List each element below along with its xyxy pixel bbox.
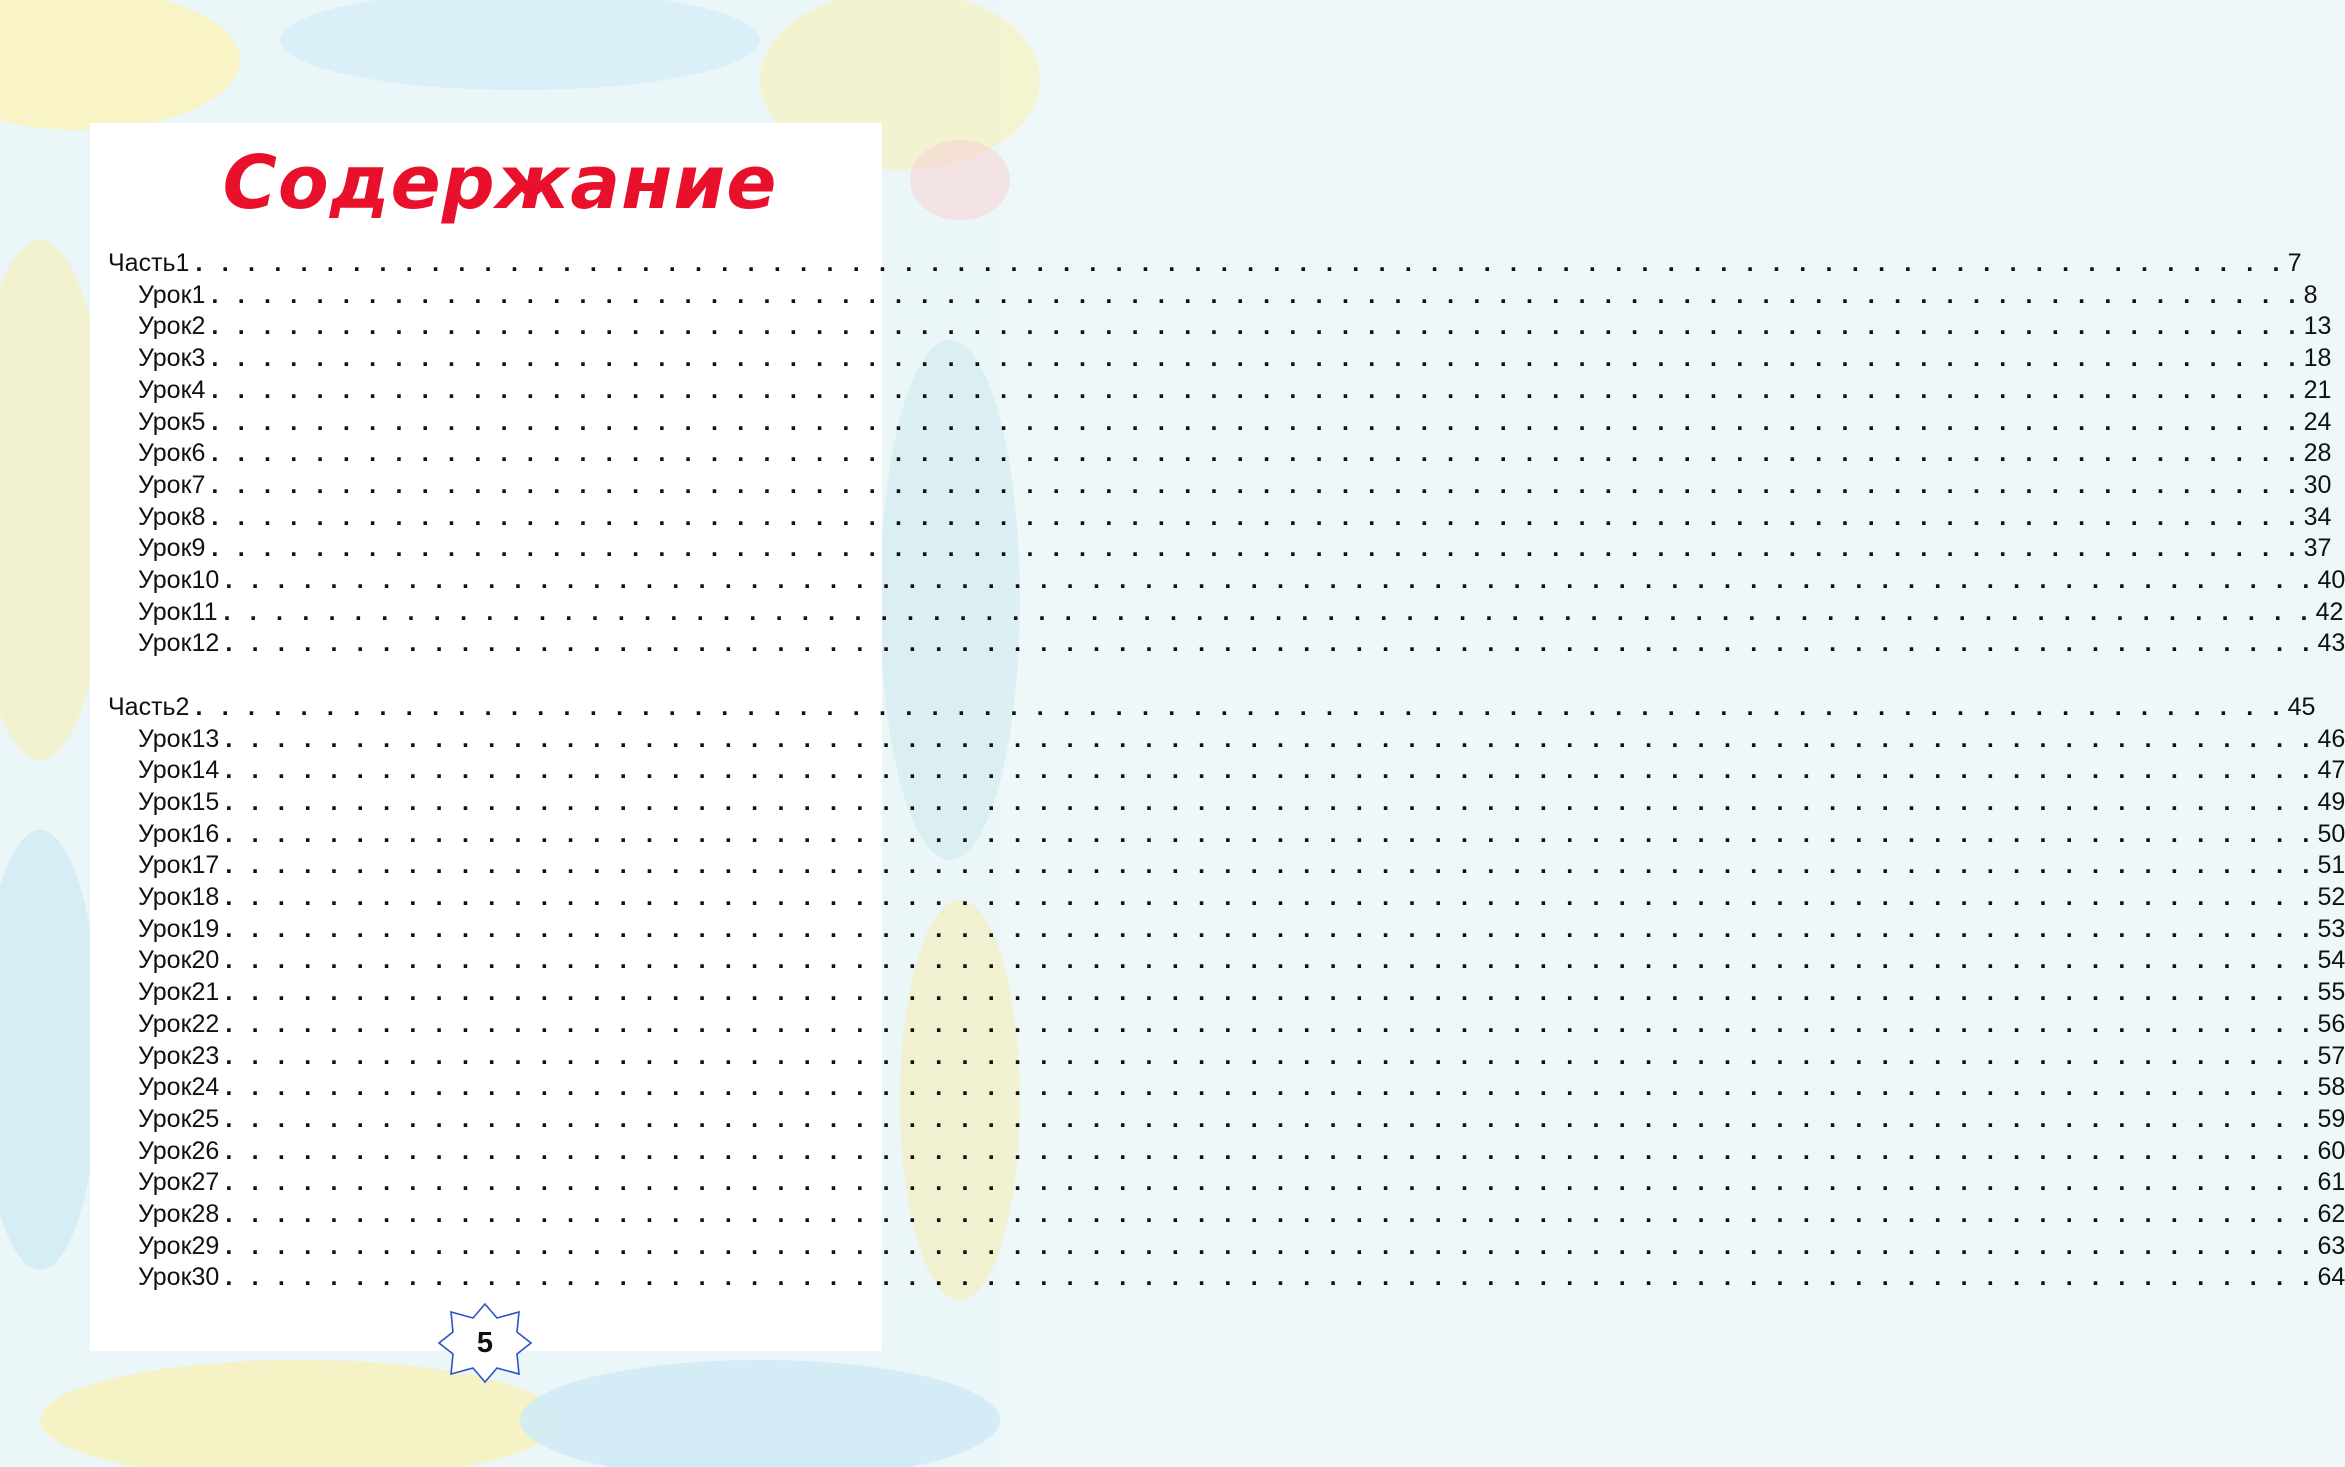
part-number: 2 <box>175 692 190 721</box>
lesson-number: 27 <box>191 1168 220 1197</box>
lesson-label: Урок <box>138 1009 192 1038</box>
lesson-label: Урок <box>138 819 192 848</box>
lesson-number: 22 <box>191 1009 220 1038</box>
leader-dots: . . . . . . . . . . . . . . . . . . . . . . . . . . . . . . . . . . . . . . . . . . . . . . . . . . . . . . . . . . . . . . . . . . . . . . . . . . . . . . . . <box>225 883 2316 911</box>
page-ref: 47 <box>2317 756 2345 785</box>
page-ref: 50 <box>2317 819 2345 848</box>
lesson-number: 9 <box>191 534 206 563</box>
page-ref: 62 <box>2317 1200 2345 1228</box>
toc-lesson-row <box>138 502 2332 535</box>
lesson-number: 23 <box>191 1041 220 1070</box>
leader-dots: . . . . . . . . . . . . . . . . . . . . . . . . . . . . . . . . . . . . . . . . . . . . . . . . . . . . . . . . . . . . . . . . . . . . . . . . . . . . . . . . <box>211 280 2302 309</box>
leader-dots: . . . . . . . . . . . . . . . . . . . . . . . . . . . . . . . . . . . . . . . . . . . . . . . . . . . . . . . . . . . . . . . . . . . . . . . . . . . . . . . . <box>211 534 2302 563</box>
lesson-number: 10 <box>191 566 220 594</box>
page-ref: 24 <box>2303 407 2332 436</box>
leader-dots: . . . . . . . . . . . . . . . . . . . . . . . . . . . . . . . . . . . . . . . . . . . . . . . . . . . . . . . . . . . . . . . . . . . . . . . . . . . . . . . . <box>195 249 2286 277</box>
leader-dots: . . . . . . . . . . . . . . . . . . . . . . . . . . . . . . . . . . . . . . . . . . . . . . . . . . . . . . . . . . . . . . . . . . . . . . . . . . . . . . . . <box>211 502 2302 531</box>
leader-dots: . . . . . . . . . . . . . . . . . . . . . . . . . . . . . . . . . . . . . . . . . . . . . . . . . . . . . . . . . . . . . . . . . . . . . . . . . . . . . . . . <box>225 1200 2316 1228</box>
leader-dots: . . . . . . . . . . . . . . . . . . . . . . . . . . . . . . . . . . . . . . . . . . . . . . . . . . . . . . . . . . . . . . . . . . . . . . . . . . . . . . . . <box>225 1073 2316 1102</box>
page-ref: 21 <box>2303 375 2332 404</box>
page-ref: 55 <box>2317 978 2345 1007</box>
toc-lesson-row <box>138 1073 2345 1105</box>
lesson-label: Урок <box>138 629 192 658</box>
page-ref: 54 <box>2317 946 2345 975</box>
lesson-number: 21 <box>191 978 220 1007</box>
page-ref: 18 <box>2303 344 2332 373</box>
leader-dots: . . . . . . . . . . . . . . . . . . . . . . . . . . . . . . . . . . . . . . . . . . . . . . . . . . . . . . . . . . . . . . . . . . . . . . . . . . . . . . . . <box>225 978 2316 1007</box>
lesson-number: 19 <box>191 914 220 943</box>
lesson-label: Урок <box>138 946 192 975</box>
page-ref: 49 <box>2317 787 2345 816</box>
part-label: Часть <box>108 249 176 277</box>
lesson-label: Урок <box>138 1263 192 1292</box>
lesson-label: Урок <box>138 914 192 943</box>
lesson-number: 17 <box>191 851 220 880</box>
page-ref: 53 <box>2317 914 2345 943</box>
toc-lesson-row <box>138 312 2332 344</box>
toc-lesson-row <box>138 756 2345 788</box>
page-ref: 46 <box>2317 724 2345 753</box>
leader-dots: . . . . . . . . . . . . . . . . . . . . . . . . . . . . . . . . . . . . . . . . . . . . . . . . . . . . . . . . . . . . . . . . . . . . . . . . . . . . . . . . <box>225 724 2316 753</box>
page-ref: 45 <box>2287 692 2316 721</box>
leader-dots: . . . . . . . . . . . . . . . . . . . . . . . . . . . . . . . . . . . . . . . . . . . . . . . . . . . . . . . . . . . . . . . . . . . . . . . . . . . . . . . . <box>225 1168 2316 1197</box>
lesson-number: 4 <box>191 375 206 404</box>
lesson-number: 29 <box>191 1231 220 1260</box>
lesson-number: 7 <box>191 470 206 499</box>
lesson-label: Урок <box>138 787 192 816</box>
lesson-number: 26 <box>191 1136 220 1165</box>
leader-dots: . . . . . . . . . . . . . . . . . . . . . . . . . . . . . . . . . . . . . . . . . . . . . . . . . . . . . . . . . . . . . . . . . . . . . . . . . . . . . . . . <box>211 470 2302 499</box>
lesson-label: Урок <box>138 1168 192 1197</box>
page-ref: 64 <box>2317 1263 2345 1292</box>
toc-lesson-row <box>138 1009 2345 1042</box>
leader-dots: . . . . . . . . . . . . . . . . . . . . . . . . . . . . . . . . . . . . . . . . . . . . . . . . . . . . . . . . . . . . . . . . . . . . . . . . . . . . . . . . <box>225 1263 2316 1292</box>
toc-lesson-row <box>138 280 2318 313</box>
toc-lesson-row <box>138 1200 2345 1232</box>
lesson-label: Урок <box>138 1231 192 1260</box>
toc-part-row <box>108 692 2316 725</box>
lesson-label: Урок <box>138 1136 192 1165</box>
toc-lesson-row <box>138 439 2332 471</box>
lesson-label: Урок <box>138 756 192 785</box>
page-ref: 43 <box>2317 629 2345 658</box>
part-label: Часть <box>108 692 176 721</box>
lesson-label: Урок <box>138 280 192 309</box>
lesson-number: 14 <box>191 756 220 785</box>
leader-dots: . . . . . . . . . . . . . . . . . . . . . . . . . . . . . . . . . . . . . . . . . . . . . . . . . . . . . . . . . . . . . . . . . . . . . . . . . . . . . . . . <box>225 1231 2316 1260</box>
leader-dots: . . . . . . . . . . . . . . . . . . . . . . . . . . . . . . . . . . . . . . . . . . . . . . . . . . . . . . . . . . . . . . . . . . . . . . . . . . . . . . . . <box>225 914 2316 943</box>
page-ref: 13 <box>2303 312 2332 341</box>
lesson-label: Урок <box>138 1041 192 1070</box>
lesson-label: Урок <box>138 407 192 436</box>
lesson-label: Урок <box>138 978 192 1007</box>
lesson-label: Урок <box>138 1200 192 1228</box>
toc-part-row <box>108 249 2302 281</box>
lesson-label: Урок <box>138 534 192 563</box>
lesson-label: Урок <box>138 724 192 753</box>
lesson-number: 11 <box>191 597 218 626</box>
lesson-number: 2 <box>191 312 206 341</box>
lesson-label: Урок <box>138 344 192 373</box>
lesson-number: 13 <box>191 724 220 753</box>
toc-lesson-row <box>138 1136 2345 1169</box>
page-ref: 8 <box>2303 280 2318 309</box>
lesson-number: 1 <box>191 280 206 309</box>
lesson-number: 30 <box>191 1263 220 1292</box>
leader-dots: . . . . . . . . . . . . . . . . . . . . . . . . . . . . . . . . . . . . . . . . . . . . . . . . . . . . . . . . . . . . . . . . . . . . . . . . . . . . . . . . <box>225 946 2316 975</box>
leader-dots: . . . . . . . . . . . . . . . . . . . . . . . . . . . . . . . . . . . . . . . . . . . . . . . . . . . . . . . . . . . . . . . . . . . . . . . . . . . . . . . . <box>225 566 2316 594</box>
lesson-number: 16 <box>191 819 220 848</box>
lesson-label: Урок <box>138 502 192 531</box>
leader-dots: . . . . . . . . . . . . . . . . . . . . . . . . . . . . . . . . . . . . . . . . . . . . . . . . . . . . . . . . . . . . . . . . . . . . . . . . . . . . . . . . <box>225 819 2316 848</box>
leader-dots: . . . . . . . . . . . . . . . . . . . . . . . . . . . . . . . . . . . . . . . . . . . . . . . . . . . . . . . . . . . . . . . . . . . . . . . . . . . . . . . . <box>225 851 2316 880</box>
leader-dots: . . . . . . . . . . . . . . . . . . . . . . . . . . . . . . . . . . . . . . . . . . . . . . . . . . . . . . . . . . . . . . . . . . . . . . . . . . . . . . . . <box>211 375 2302 404</box>
toc-lesson-row <box>138 787 2345 820</box>
leader-dots: . . . . . . . . . . . . . . . . . . . . . . . . . . . . . . . . . . . . . . . . . . . . . . . . . . . . . . . . . . . . . . . . . . . . . . . . . . . . . . . . <box>211 344 2302 373</box>
leader-dots: . . . . . . . . . . . . . . . . . . . . . . . . . . . . . . . . . . . . . . . . . . . . . . . . . . . . . . . . . . . . . . . . . . . . . . . . . . . . . . . . <box>225 1104 2316 1133</box>
page-ref: 59 <box>2317 1104 2345 1133</box>
lesson-number: 24 <box>191 1073 220 1102</box>
leader-dots: . . . . . . . . . . . . . . . . . . . . . . . . . . . . . . . . . . . . . . . . . . . . . . . . . . . . . . . . . . . . . . . . . . . . . . . . . . . . . . . . <box>211 312 2302 341</box>
lesson-label: Урок <box>138 312 192 341</box>
page-ref: 30 <box>2303 470 2332 499</box>
leader-dots: . . . . . . . . . . . . . . . . . . . . . . . . . . . . . . . . . . . . . . . . . . . . . . . . . . . . . . . . . . . . . . . . . . . . . . . . . . . . . . . . <box>211 439 2302 468</box>
page-ref: 7 <box>2287 249 2302 277</box>
lesson-number: 18 <box>191 883 220 911</box>
leader-dots: . . . . . . . . . . . . . . . . . . . . . . . . . . . . . . . . . . . . . . . . . . . . . . . . . . . . . . . . . . . . . . . . . . . . . . . . . . . . . . . . <box>195 692 2286 721</box>
lesson-label: Урок <box>138 375 192 404</box>
page-ref: 40 <box>2317 566 2345 594</box>
lesson-label: Урок <box>138 851 192 880</box>
lesson-number: 3 <box>191 344 206 373</box>
lesson-label: Урок <box>138 470 192 499</box>
lesson-number: 20 <box>191 946 220 975</box>
page-number: 5 <box>476 1327 494 1359</box>
toc-lesson-row <box>138 946 2345 978</box>
toc-lesson-row <box>138 851 2345 883</box>
lesson-label: Урок <box>138 1104 192 1133</box>
toc-lesson-row <box>138 883 2345 915</box>
leader-dots: . . . . . . . . . . . . . . . . . . . . . . . . . . . . . . . . . . . . . . . . . . . . . . . . . . . . . . . . . . . . . . . . . . . . . . . . . . . . . . . . <box>225 629 2316 658</box>
toc-lesson-row <box>138 819 2345 852</box>
lesson-number: 15 <box>191 787 220 816</box>
lesson-label: Урок <box>138 883 192 911</box>
page-ref: 60 <box>2317 1136 2345 1165</box>
toc-lesson-row <box>138 470 2332 503</box>
toc-lesson-row <box>138 344 2332 376</box>
lesson-label: Урок <box>138 597 192 626</box>
lesson-label: Урок <box>138 439 192 468</box>
page-ref: 37 <box>2303 534 2332 563</box>
part-number: 1 <box>175 249 190 277</box>
lesson-number: 28 <box>191 1200 220 1228</box>
page-ref: 63 <box>2317 1231 2345 1260</box>
toc-lesson-row <box>138 566 2345 598</box>
toc-lesson-row <box>138 375 2332 408</box>
page-ref: 52 <box>2317 883 2345 911</box>
toc-lesson-row <box>138 407 2332 440</box>
toc-lesson-row <box>138 1104 2345 1137</box>
page-title: Содержание <box>222 140 778 226</box>
leader-dots: . . . . . . . . . . . . . . . . . . . . . . . . . . . . . . . . . . . . . . . . . . . . . . . . . . . . . . . . . . . . . . . . . . . . . . . . . . . . . . . . <box>211 407 2302 436</box>
leader-dots: . . . . . . . . . . . . . . . . . . . . . . . . . . . . . . . . . . . . . . . . . . . . . . . . . . . . . . . . . . . . . . . . . . . . . . . . . . . . . . . . <box>225 1041 2316 1070</box>
lesson-number: 6 <box>191 439 206 468</box>
leader-dots: . . . . . . . . . . . . . . . . . . . . . . . . . . . . . . . . . . . . . . . . . . . . . . . . . . . . . . . . . . . . . . . . . . . . . . . . . . . . . . . . <box>225 787 2316 816</box>
toc-lesson-row <box>138 1041 2345 1074</box>
page-ref: 51 <box>2317 851 2345 880</box>
page-ref: 57 <box>2317 1041 2345 1070</box>
leader-dots: . . . . . . . . . . . . . . . . . . . . . . . . . . . . . . . . . . . . . . . . . . . . . . . . . . . . . . . . . . . . . . . . . . . . . . . . . . . . . . . . <box>225 1136 2316 1165</box>
page-ref: 34 <box>2303 502 2332 531</box>
page-ref: 56 <box>2317 1009 2345 1038</box>
toc-lesson-row <box>138 1231 2345 1264</box>
leader-dots: . . . . . . . . . . . . . . . . . . . . . . . . . . . . . . . . . . . . . . . . . . . . . . . . . . . . . . . . . . . . . . . . . . . . . . . . . . . . . . . . <box>223 597 2314 626</box>
toc-lesson-row <box>138 534 2332 566</box>
lesson-number: 8 <box>191 502 206 531</box>
leader-dots: . . . . . . . . . . . . . . . . . . . . . . . . . . . . . . . . . . . . . . . . . . . . . . . . . . . . . . . . . . . . . . . . . . . . . . . . . . . . . . . . <box>225 756 2316 785</box>
lesson-label: Урок <box>138 566 192 594</box>
leader-dots: . . . . . . . . . . . . . . . . . . . . . . . . . . . . . . . . . . . . . . . . . . . . . . . . . . . . . . . . . . . . . . . . . . . . . . . . . . . . . . . . <box>225 1009 2316 1038</box>
lesson-number: 25 <box>191 1104 220 1133</box>
toc-lesson-row <box>138 1263 2345 1295</box>
toc-lesson-row <box>138 629 2345 661</box>
lesson-label: Урок <box>138 1073 192 1102</box>
page-ref: 58 <box>2317 1073 2345 1102</box>
toc-lesson-row <box>138 724 2345 757</box>
page-ref: 61 <box>2317 1168 2345 1197</box>
page-ref: 42 <box>2315 597 2344 626</box>
toc-lesson-row <box>138 1168 2345 1200</box>
lesson-number: 12 <box>191 629 220 658</box>
toc-lesson-row <box>138 978 2345 1010</box>
lesson-number: 5 <box>191 407 206 436</box>
toc-lesson-row <box>138 914 2345 947</box>
page-ref: 28 <box>2303 439 2332 468</box>
toc-lesson-row <box>138 597 2344 630</box>
